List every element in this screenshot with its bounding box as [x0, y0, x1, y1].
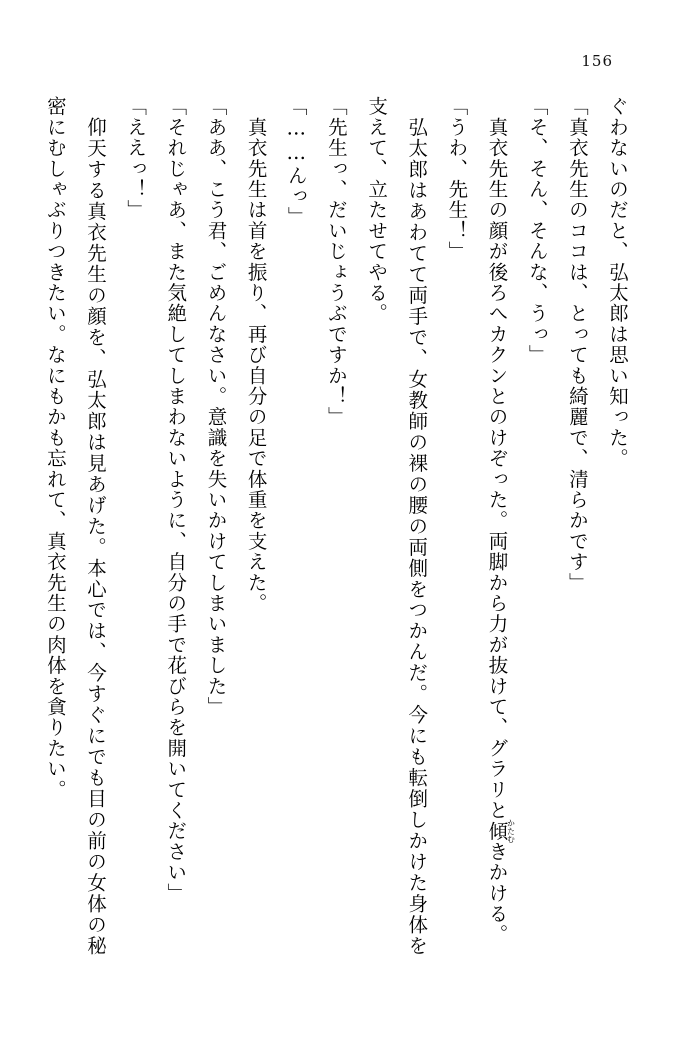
- paragraph-line: 「そ、そん、そんな、うっ」: [525, 96, 549, 366]
- paragraph-line: 「うわ、先生！」: [445, 96, 469, 262]
- paragraph-line: 真衣先生は首を振り、再び自分の足で体重を支えた。: [244, 96, 268, 614]
- ruby-annotation: 傾かたむ: [485, 818, 516, 843]
- body-text: [43, 96, 637, 956]
- paragraph-line: 「ええっ！」: [124, 96, 148, 221]
- paragraph-line: 「ああ、こう君、ごめんなさい。意識を失いかけてしまいました」: [204, 96, 228, 717]
- paragraph-line: 「……んっ」: [284, 96, 308, 228]
- paragraph-line: 「真衣先生のココは、とっても綺麗で、清らかです」: [565, 96, 589, 593]
- paragraph-line: 「それじゃあ、また気絶してしまわないように、自分の手で花びらを開いてください」: [164, 96, 188, 904]
- paragraph-line: 真衣先生の顔が後ろへカクンとのけぞった。両脚から力が抜けて、グラリと傾かたむきかける。: [485, 96, 516, 945]
- page-number: 156: [581, 52, 613, 70]
- paragraph-line: 弘太郎はあわてて両手で、女教師の裸の腰の両側をつかんだ。今にも転倒しかけた身体を支えて、立たせてやる。: [365, 96, 429, 956]
- ruby-reading: かたむ: [506, 818, 516, 843]
- paragraph-line: 仰天する真衣先生の顔を、弘太郎は見あげた。本心では、今すぐにでも目の前の女体の秘密にむしゃぶりつきたい。なにもかも忘れて、真衣先生の肉体を貪りたい。: [43, 96, 107, 956]
- paragraph-line: ぐわないのだと、弘太郎は思い知った。: [606, 96, 629, 469]
- paragraph-line: 「先生っ、だいじょうぶですか！」: [324, 96, 348, 428]
